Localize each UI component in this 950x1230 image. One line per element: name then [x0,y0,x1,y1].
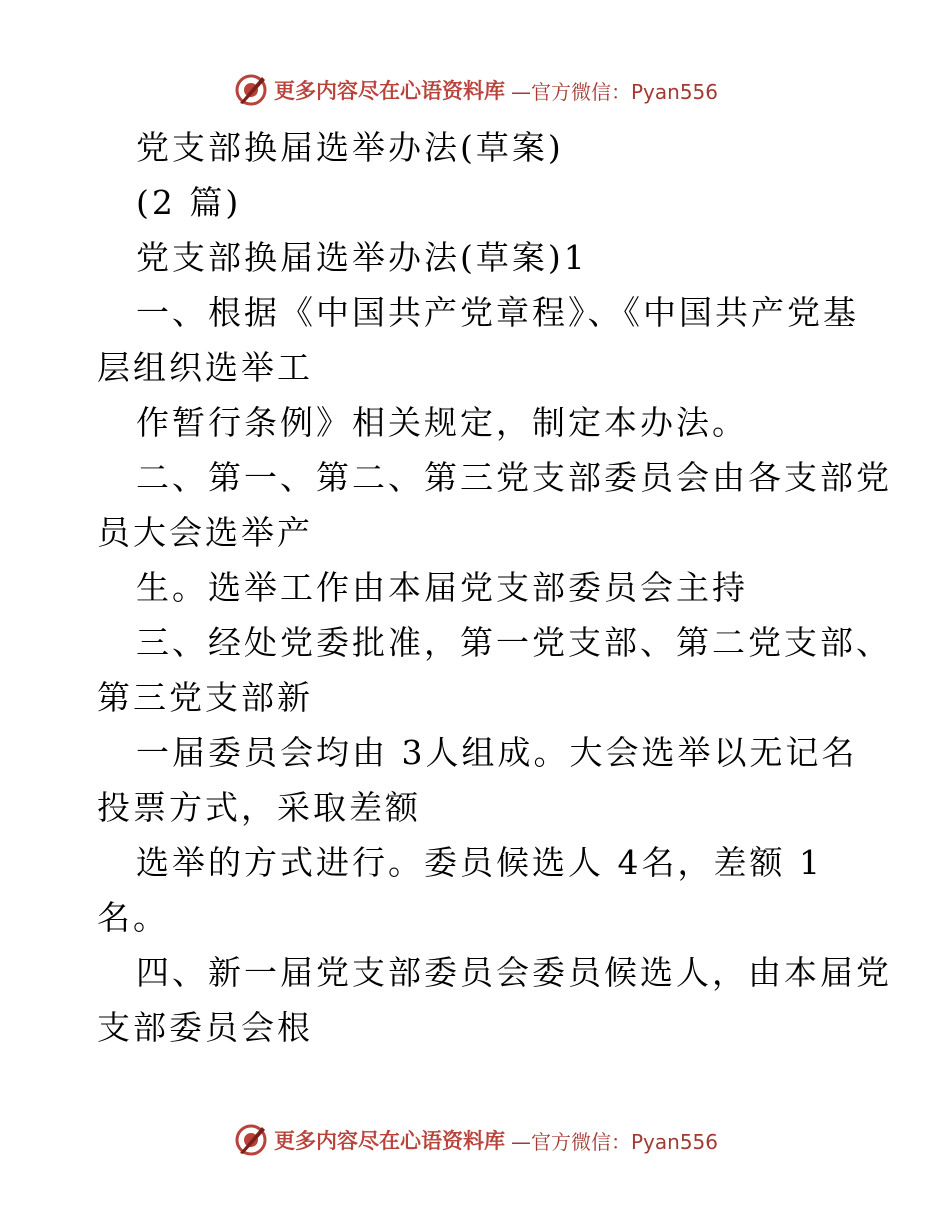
doc-line: 作暂行条例》相关规定，制定本办法。 [136,403,748,442]
doc-line: 员大会选举产 [97,513,313,552]
doc-line: 层组织选举工 [97,348,313,387]
doc-line: 一、根据《中国共产党章程》、《中国共产党基 [136,293,859,332]
doc-line: 第三党支部新 [97,678,313,717]
quill-logo-icon [234,1123,268,1157]
doc-line: 四、新一届党支部委员会委员候选人，由本届党 [136,953,892,992]
doc-line: 三、经处党委批准，第一党支部、第二党支部、 [136,623,892,662]
doc-line: 党支部换届选举办法(草案) [136,128,564,167]
header-watermark [234,70,718,110]
doc-line: 生。选举工作由本届党支部委员会主持 [136,568,748,607]
doc-line: 名。 [97,898,169,937]
watermark-suffix: —官方微信：Pyan556 [511,79,719,104]
doc-line: 支部委员会根 [97,1008,313,1047]
watermark-suffix: —官方微信：Pyan556 [511,1129,719,1154]
watermark-text: 更多内容尽在心语资料库 [274,78,505,103]
doc-line: 党支部换届选举办法(草案)1 [136,238,588,277]
footer-watermark [234,1120,718,1160]
doc-line: 一届委员会均由 3人组成。大会选举以无记名 [136,733,858,772]
doc-line: (2 篇) [136,183,242,222]
watermark-text: 更多内容尽在心语资料库 [274,1128,505,1153]
doc-line: 选举的方式进行。委员候选人 4名，差额 1 [136,843,823,882]
quill-logo-icon [234,73,268,107]
doc-line: 二、第一、第二、第三党支部委员会由各支部党 [136,458,892,497]
document-body [97,120,892,1055]
doc-line: 投票方式，采取差额 [97,788,421,827]
